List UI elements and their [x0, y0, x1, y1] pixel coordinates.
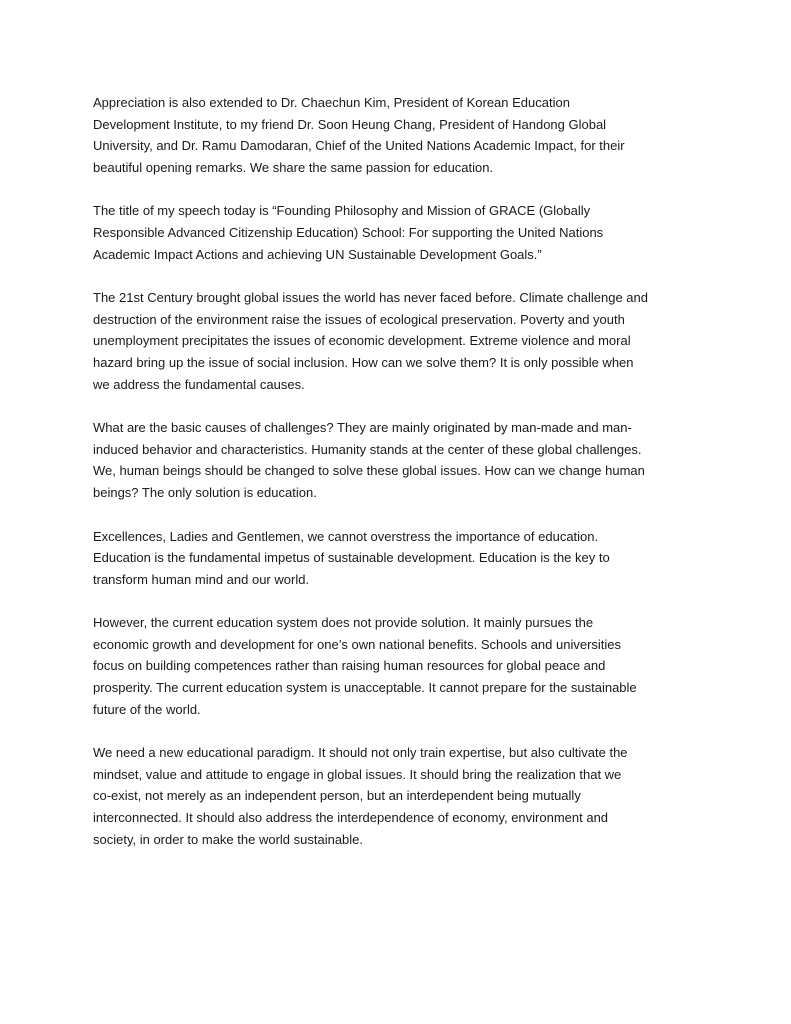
- text-line: mindset, value and attitude to engage in global issues. It should bring the realization that we: [93, 766, 622, 782]
- paragraph-global-issues: [93, 287, 708, 395]
- text-line: economic growth and development for one’s own national benefits. Schools and universities: [93, 636, 622, 652]
- text-line: prosperity. The current education system is unacceptable. It cannot prepare for the sustainable: [93, 680, 637, 696]
- text-line: induced behavior and characteristics. Humanity stands at the center of these global challenges.: [93, 441, 642, 457]
- paragraph-current-system: [93, 612, 708, 720]
- paragraph-importance-of-education: [93, 526, 708, 591]
- text-line: Development Institute, to my friend Dr. Soon Heung Chang, President of Handong Global: [93, 116, 607, 132]
- text-line: What are the basic causes of challenges? They are mainly originated by man-made and man-: [93, 420, 632, 436]
- text-line: University, and Dr. Ramu Damodaran, Chief of the United Nations Academic Impact, for their: [93, 138, 625, 154]
- text-line: unemployment precipitates the issues of economic development. Extreme violence and moral: [93, 333, 631, 349]
- text-line: Responsible Advanced Citizenship Education) School: For supporting the United Nations: [93, 224, 604, 240]
- paragraph-appreciation: [93, 92, 708, 178]
- text-line: Excellences, Ladies and Gentlemen, we cannot overstress the importance of education.: [93, 528, 599, 544]
- text-line: Education is the fundamental impetus of sustainable development. Education is the key to: [93, 550, 610, 566]
- text-line: interconnected. It should also address the interdependence of economy, environment and: [93, 810, 609, 826]
- text-line: society, in order to make the world sustainable.: [93, 831, 364, 847]
- text-line: The title of my speech today is “Founding Philosophy and Mission of GRACE (Globally: [93, 203, 591, 219]
- text-line: The 21st Century brought global issues the world has never faced before. Climate challenge and: [93, 290, 648, 306]
- paragraph-basic-causes: [93, 417, 708, 503]
- text-line: Appreciation is also extended to Dr. Chaechun Kim, President of Korean Education: [93, 95, 570, 110]
- text-line: We, human beings should be changed to solve these global issues. How can we change human: [93, 463, 645, 479]
- text-line: future of the world.: [93, 701, 201, 717]
- text-line: destruction of the environment raise the issues of ecological preservation. Poverty and youth: [93, 311, 625, 327]
- paragraph-new-paradigm: [93, 742, 708, 850]
- paragraph-speech-title: [93, 200, 708, 265]
- text-line: transform human mind and our world.: [93, 571, 310, 587]
- text-line: co-exist, not merely as an independent person, but an interdependent being mutually: [93, 788, 581, 804]
- text-line: we address the fundamental causes.: [93, 376, 305, 392]
- text-line: beings? The only solution is education.: [93, 484, 317, 500]
- text-line: focus on building competences rather than raising human resources for global peace and: [93, 658, 606, 674]
- document-body: [93, 92, 708, 872]
- text-line: However, the current education system does not provide solution. It mainly pursues the: [93, 615, 594, 631]
- text-line: beautiful opening remarks. We share the same passion for education.: [93, 159, 494, 175]
- text-line: We need a new educational paradigm. It should not only train expertise, but also cultivate the: [93, 745, 628, 761]
- text-line: Academic Impact Actions and achieving UN Sustainable Development Goals.”: [93, 246, 542, 262]
- text-line: hazard bring up the issue of social inclusion. How can we solve them? It is only possible when: [93, 354, 634, 370]
